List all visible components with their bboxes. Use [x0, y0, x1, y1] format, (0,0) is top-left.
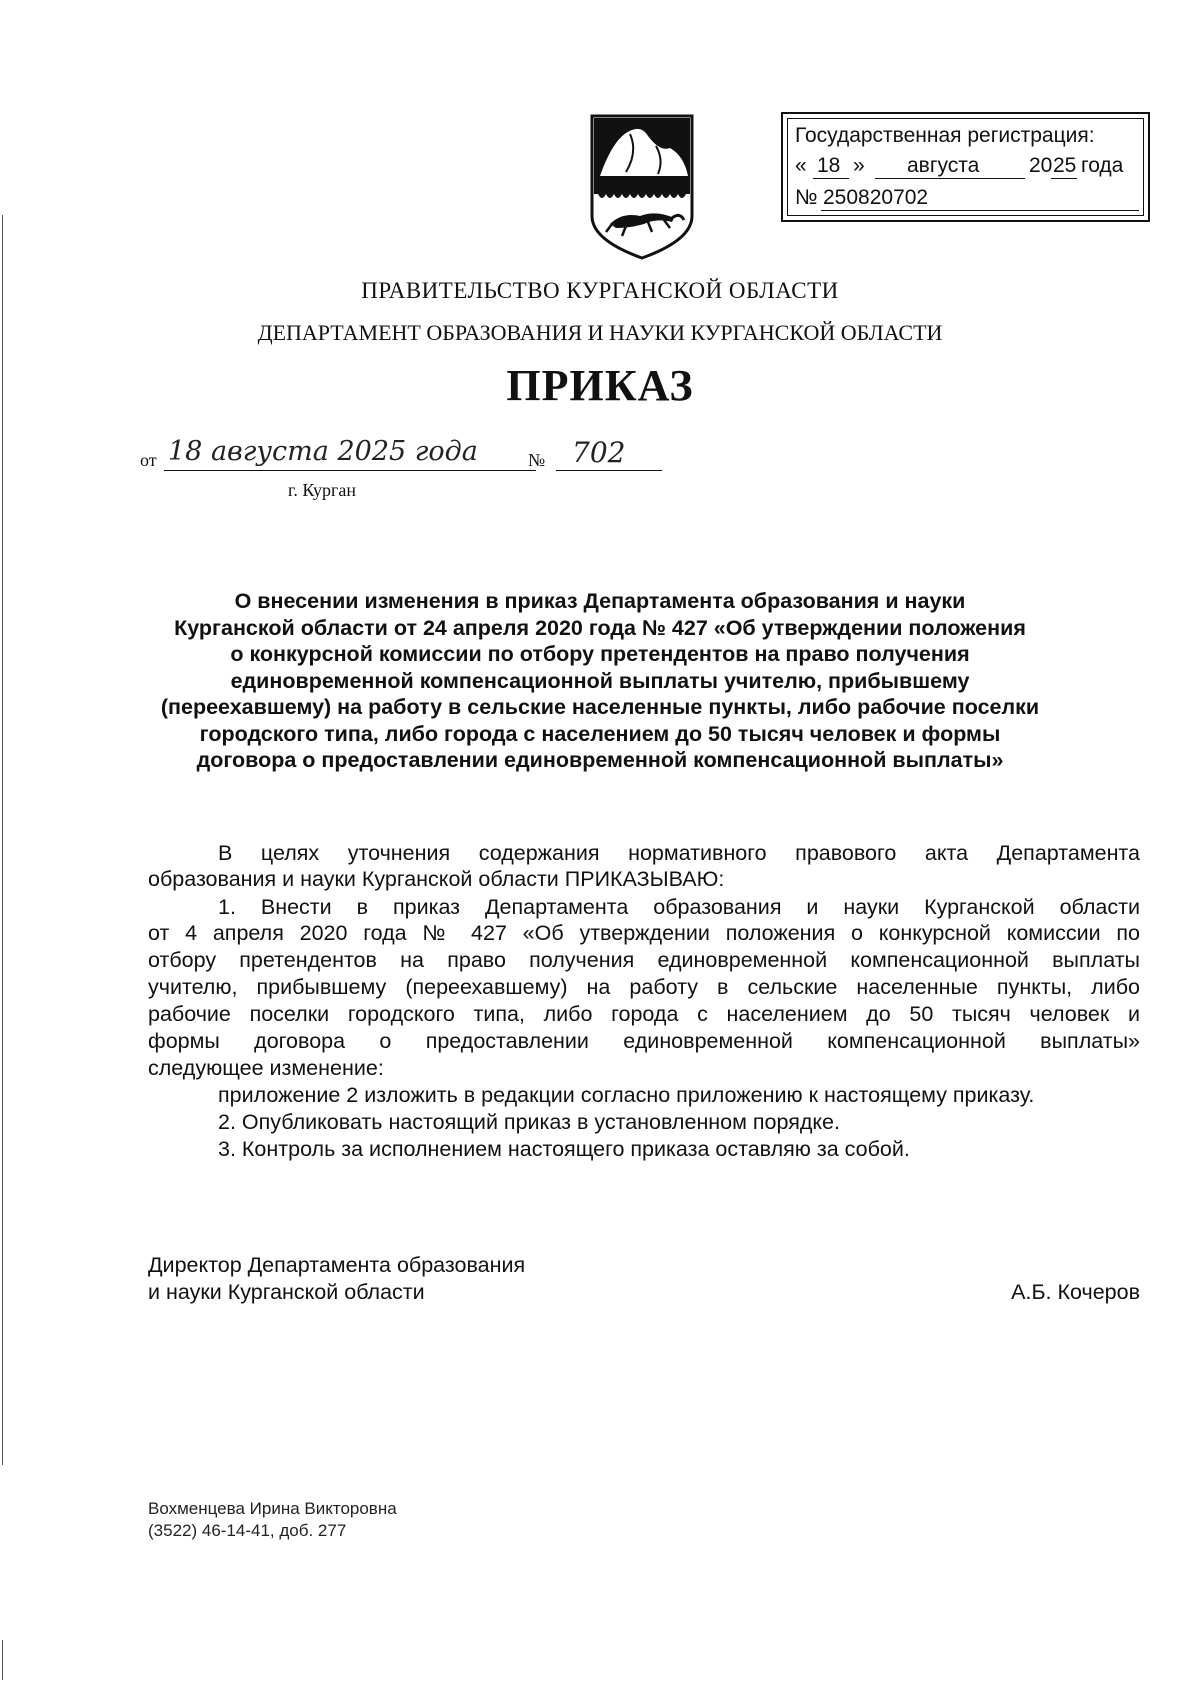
order-subject — [140, 588, 1060, 774]
subject-line: (переехавшему) на работу в сельские населенные пункты, либо рабочие поселки — [160, 695, 1040, 719]
executor-phone: (3522) 46-14-41, доб. 277 — [148, 1521, 347, 1540]
body-item-1-line: учителю, прибывшему (переехавшему) на работу в сельские населенные пункты, либо — [148, 975, 1140, 999]
subject-line: единовременной компенсационной выплаты учителю, прибывшему — [230, 668, 970, 693]
registration-number-label: № — [795, 186, 818, 209]
registration-year-underline — [1051, 178, 1077, 179]
registration-year-prefix: 20 — [1029, 154, 1053, 177]
body-item-1-line: рабочие поселки городского типа, либо города с населением до 50 тысяч человек и — [148, 1002, 1140, 1026]
coat-of-arms-emblem — [586, 112, 698, 260]
registration-number: 250820702 — [823, 186, 929, 209]
subject-line: городского типа, либо города с населением до 50 тысяч человек и формы — [199, 721, 1001, 746]
subject-line: О внесении изменения в приказ Департамента образования и науки — [234, 589, 966, 613]
registration-quote-open: « — [795, 154, 807, 177]
subject-line: договора о предоставлении единовременной компенсационной выплаты» — [196, 748, 1004, 772]
signatory-name: А.Б. Кочеров — [1011, 1280, 1140, 1304]
order-from-label: от — [140, 450, 157, 470]
subject-line: Курганской области от 24 апреля 2020 года № 427 «Об утверждении положения — [174, 615, 1026, 640]
registration-year-word: года — [1081, 154, 1124, 177]
registration-quote-close: » — [853, 154, 865, 177]
body-item-1-line: 1. Внести в приказ Департамента образования и науки Курганской области — [218, 895, 1140, 919]
registration-stamp — [781, 112, 1150, 222]
body-paragraph-line: В целях уточнения содержания нормативного правового акта Департамента — [218, 841, 1140, 865]
document-type-title: ПРИКАЗ — [506, 361, 694, 410]
subject-line: о конкурсной комиссии по отбору претендентов на право получения — [230, 642, 970, 666]
department-heading: ДЕПАРТАМЕНТ ОБРАЗОВАНИЯ И НАУКИ КУРГАНСКОЙ ОБЛАСТИ — [257, 320, 943, 345]
order-date-underline — [164, 470, 536, 471]
order-number-label: № — [528, 450, 546, 470]
body-item-1-line: формы договора о предоставлении единовременной компенсационной выплаты» — [148, 1029, 1140, 1053]
signatory-position-line: и науки Курганской области — [148, 1280, 425, 1304]
order-date-number-line — [140, 436, 700, 506]
registration-date-line — [795, 154, 1140, 180]
body-item-1-line: следующее изменение: — [148, 1056, 384, 1080]
signatory-position-line: Директор Департамента образования — [148, 1253, 526, 1277]
scan-artifact-line — [2, 1640, 3, 1680]
body-item-3: 3. Контроль за исполнением настоящего приказа оставляю за собой. — [218, 1137, 910, 1161]
executor-info — [148, 1498, 397, 1542]
body-item-1-change: приложение 2 изложить в редакции согласно приложению к настоящему приказу. — [218, 1083, 1035, 1107]
government-heading: ПРАВИТЕЛЬСТВО КУРГАНСКОЙ ОБЛАСТИ — [361, 278, 839, 303]
registration-month-underline — [875, 178, 1025, 179]
order-number-underline — [556, 470, 662, 471]
registration-number-underline — [821, 210, 1139, 211]
registration-day: 18 — [817, 154, 841, 177]
body-item-2: 2. Опубликовать настоящий приказ в установленном порядке. — [218, 1110, 840, 1134]
signatory-position — [148, 1252, 525, 1306]
order-city: г. Курган — [288, 480, 357, 500]
executor-name: Вохменцева Ирина Викторовна — [148, 1499, 397, 1518]
body-item-1-line: от 4 апреля 2020 года № 427 «Об утверждении положения о конкурсной комиссии по — [148, 921, 1140, 945]
registration-year-suffix: 25 — [1053, 154, 1077, 177]
order-date-handwritten: 18 августа 2025 года — [168, 436, 478, 467]
registration-number-line — [795, 186, 1140, 212]
registration-month: августа — [907, 154, 980, 177]
registration-day-underline — [813, 178, 849, 179]
body-paragraph-line: образования и науки Курганской области ПРИКАЗЫВАЮ: — [148, 867, 725, 891]
registration-title: Государственная регистрация: — [795, 124, 1095, 147]
order-number-handwritten: 702 — [572, 436, 626, 469]
body-item-1-line: отбору претендентов на право получения единовременной компенсационной выплаты — [148, 948, 1140, 972]
